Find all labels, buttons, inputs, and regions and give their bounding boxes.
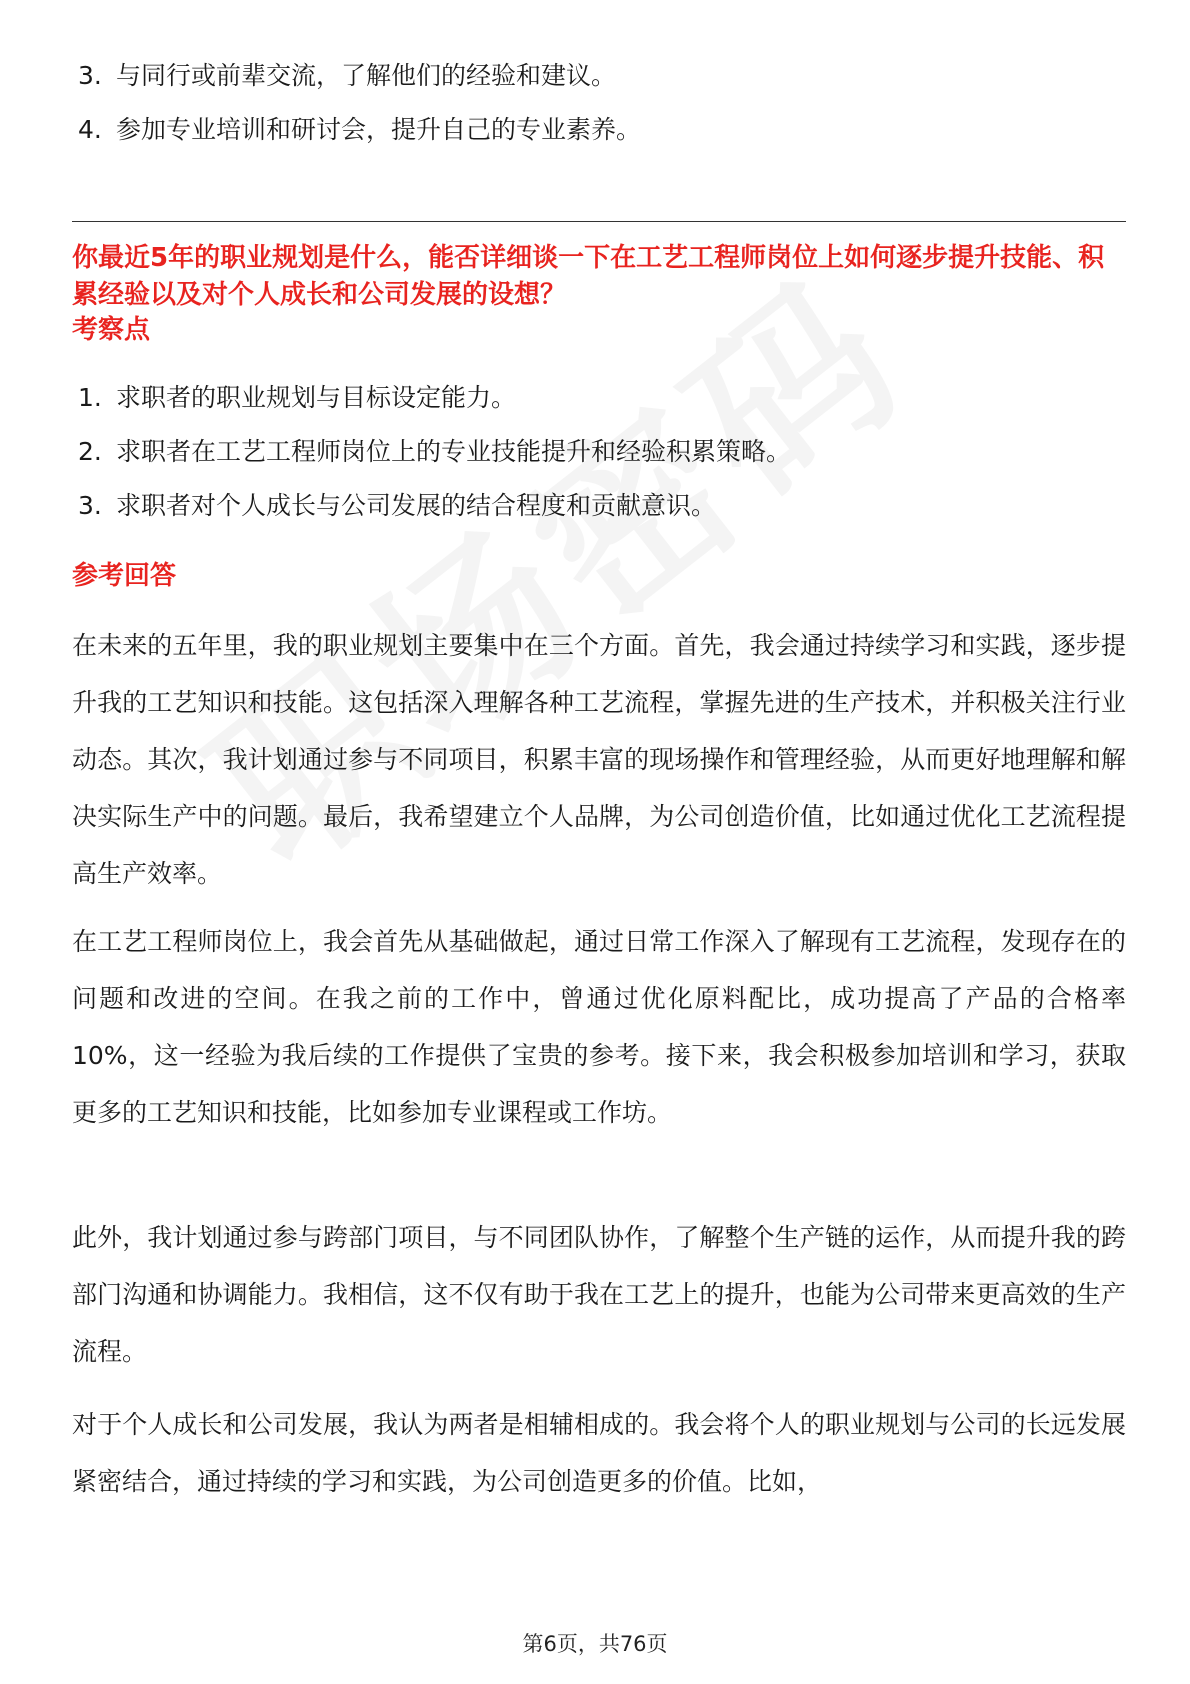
section-divider <box>72 221 1126 222</box>
list-text: 求职者在工艺工程师岗位上的专业技能提升和经验积累策略。 <box>116 437 792 466</box>
answer-paragraph: 对于个人成长和公司发展，我认为两者是相辅相成的。我会将个人的职业规划与公司的长远发展紧密结合，通过持续的学习和实践，为公司创造更多的价值。比如， <box>72 1410 1126 1496</box>
list-number: 3. <box>78 491 102 520</box>
question-heading: 你最近5年的职业规划是什么，能否详细谈一下在工艺工程师岗位上如何逐步提升技能、积累经验以及对个人成长和公司发展的设想？ <box>72 243 1105 310</box>
list-item <box>78 58 616 94</box>
answer-paragraph: 在未来的五年里，我的职业规划主要集中在三个方面。首先，我会通过持续学习和实践，逐步提升我的工艺知识和技能。这包括深入理解各种工艺流程，掌握先进的生产技术，并积极关注行业动态。其次，我计划通过参与不同项目，积累丰富的现场操作和管理经验，从而更好地理解和解决实际生产中的问题。最后，我希望建立个人品牌，为公司创造价值，比如通过优化工艺流程提高生产效率。 <box>72 631 1126 888</box>
list-item <box>78 112 641 148</box>
list-item <box>78 488 716 524</box>
list-item <box>78 434 791 470</box>
page-footer: 第6页，共76页 <box>522 1632 668 1656</box>
answer-paragraph: 此外，我计划通过参与跨部门项目，与不同团队协作，了解整个生产链的运作，从而提升我的跨部门沟通和协调能力。我相信，这不仅有助于我在工艺上的提升，也能为公司带来更高效的生产流程。 <box>72 1223 1126 1366</box>
list-text: 与同行或前辈交流，了解他们的经验和建议。 <box>116 61 617 90</box>
assessment-heading: 考察点 <box>72 315 151 345</box>
list-text: 求职者对个人成长与公司发展的结合程度和贡献意识。 <box>116 491 717 520</box>
answer-heading: 参考回答 <box>72 561 177 591</box>
list-number: 3. <box>78 61 102 90</box>
list-number: 4. <box>78 115 102 144</box>
list-text: 参加专业培训和研讨会，提升自己的专业素养。 <box>116 115 642 144</box>
answer-paragraph: 在工艺工程师岗位上，我会首先从基础做起，通过日常工作深入了解现有工艺流程，发现存在的问题和改进的空间。在我之前的工作中，曾通过优化原料配比，成功提高了产品的合格率10%，这一经验为我后续的工作提供了宝贵的参考。接下来，我会积极参加培训和学习，获取更多的工艺知识和技能，比如参加专业课程或工作坊。 <box>72 927 1126 1127</box>
list-number: 1. <box>78 383 102 412</box>
list-number: 2. <box>78 437 102 466</box>
list-text: 求职者的职业规划与目标设定能力。 <box>116 383 517 412</box>
list-item <box>78 380 516 416</box>
